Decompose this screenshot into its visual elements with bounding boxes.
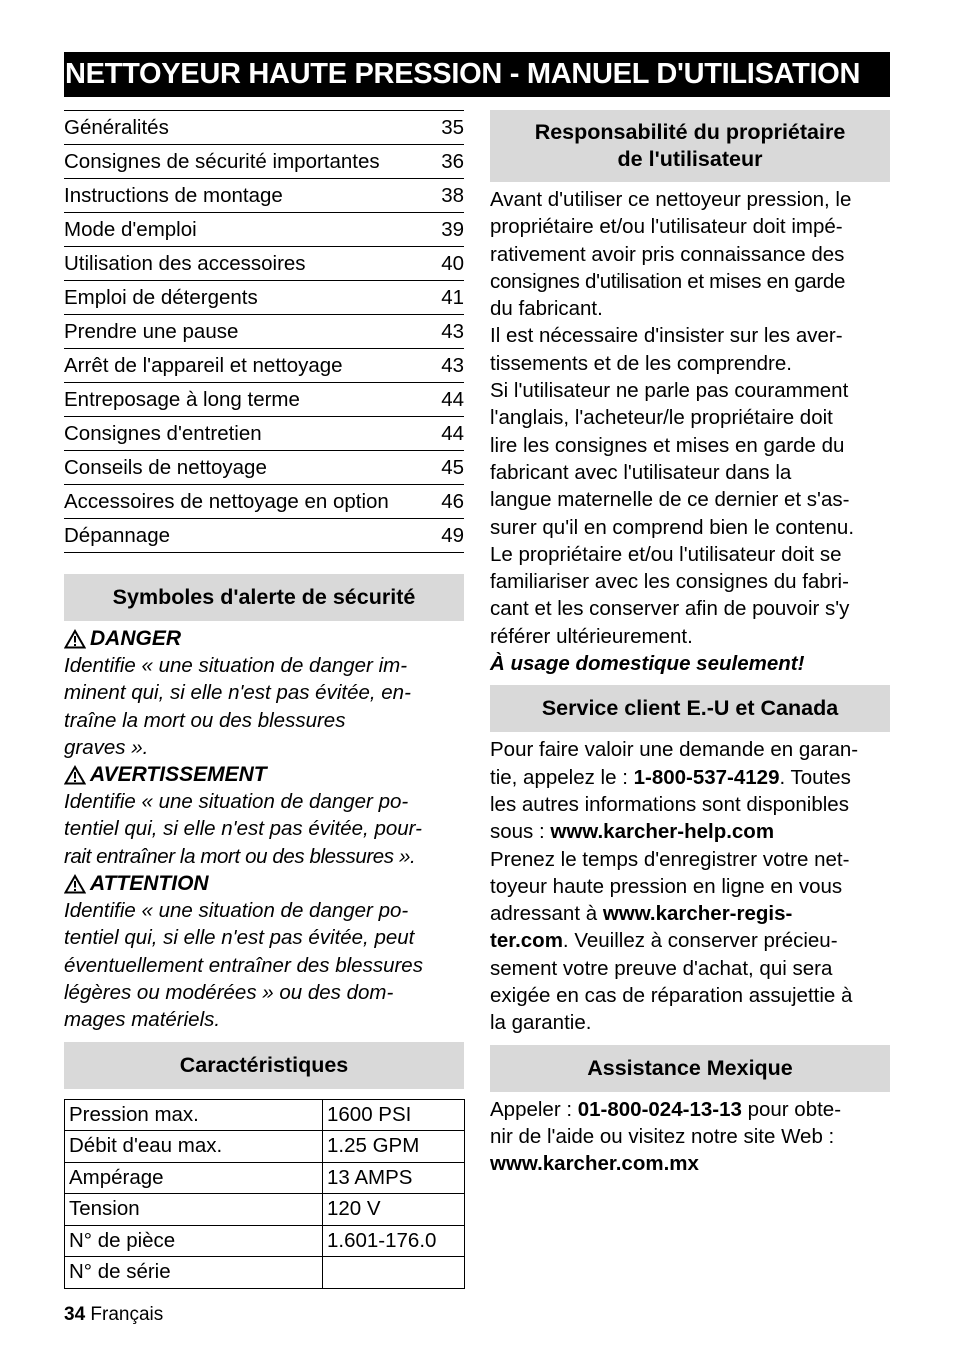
warning-triangle-icon [64, 629, 90, 649]
service-heading: Service client E.-U et Canada [490, 685, 890, 732]
specs-table [64, 1099, 465, 1289]
page-number: 34 [64, 1304, 86, 1325]
text-line: Il est nécessaire d'insister sur les aver- [490, 324, 843, 348]
toc-label: Prendre une pause [64, 319, 239, 343]
spec-value [323, 1257, 465, 1289]
toc-page: 44 [441, 421, 464, 445]
page-footer [64, 1304, 163, 1326]
toc-page: 49 [441, 523, 464, 547]
toc-label: Accessoires de nettoyage en option [64, 489, 389, 513]
text-line: traîne la mort ou des blessures [64, 708, 346, 732]
toc-page: 35 [441, 115, 464, 139]
text-line: exigée en cas de réparation assujettie à [490, 984, 853, 1008]
toc-page: 46 [441, 489, 464, 513]
toc-label: Conseils de nettoyage [64, 455, 267, 479]
text-line: graves ». [64, 735, 149, 759]
text-line: l'anglais, l'acheteur/le propriétaire doit [490, 406, 833, 430]
text-line: la garantie. [490, 1011, 592, 1035]
toc-label: Généralités [64, 115, 169, 139]
text-line: légères ou modérées » ou des dom- [64, 980, 394, 1004]
warning-text [64, 788, 464, 870]
danger-text [64, 652, 464, 761]
mexico-text [490, 1096, 890, 1178]
text-line: . Veuillez à conserver précieu- [562, 929, 838, 953]
responsibility-heading [490, 110, 890, 182]
toc-item[interactable] [64, 451, 464, 485]
responsibility-heading-line: de l'utilisateur [617, 147, 763, 171]
text-line: Le propriétaire et/ou l'utilisateur doit se [490, 542, 842, 566]
toc-page: 45 [441, 455, 464, 479]
text-line: rativement avoir pris connaissance des [490, 242, 845, 266]
toc-label: Instructions de montage [64, 183, 283, 207]
left-column [64, 110, 464, 1289]
text-line: Appeler : [490, 1097, 578, 1121]
mexico-phone[interactable]: 01-800-024-13-13 [577, 1097, 742, 1121]
toc-item[interactable] [64, 111, 464, 145]
toc-item[interactable] [64, 349, 464, 383]
footer-language: Français [90, 1304, 164, 1325]
text-line: mages matériels. [64, 1008, 221, 1032]
toc-label: Mode d'emploi [64, 217, 197, 241]
text-line: langue maternelle de ce dernier et s'as- [490, 488, 850, 512]
mexico-link[interactable]: www.karcher.com.mx [490, 1152, 699, 1176]
toc-label: Emploi de détergents [64, 285, 258, 309]
text-line: tentiel qui, si elle n'est pas évitée, peut [64, 926, 415, 950]
responsibility-heading-line: Responsabilité du propriétaire [534, 120, 846, 144]
toc-item[interactable] [64, 179, 464, 213]
text-line: pour obte- [741, 1097, 842, 1121]
text-line: Identifie « une situation de danger im- [64, 654, 408, 677]
text-line: Pour faire valoir une demande en garan- [490, 738, 859, 762]
toc-page: 43 [441, 353, 464, 377]
warning-title [64, 761, 464, 788]
text-line: lire les consignes et mises en garde du [490, 433, 845, 457]
toc-page: 36 [441, 149, 464, 173]
caution-label: ATTENTION [90, 872, 209, 896]
text-line: tie, appelez le : [490, 765, 634, 789]
text-line: du fabricant. [490, 297, 603, 321]
table-row [65, 1162, 465, 1194]
caution-text [64, 897, 464, 1033]
toc-item[interactable] [64, 281, 464, 315]
help-link[interactable]: www.karcher-help.com [550, 820, 775, 844]
text-line: fabricant avec l'utilisateur dans la [490, 460, 792, 484]
toc-page: 41 [441, 285, 464, 309]
text-line: référer ultérieurement. [490, 624, 693, 648]
warning-triangle-icon [64, 874, 90, 894]
text-line: nir de l'aide ou visitez notre site Web : [490, 1124, 835, 1148]
toc-item[interactable] [64, 519, 464, 553]
registration-link-cont[interactable]: ter.com [490, 929, 563, 953]
toc-page: 40 [441, 251, 464, 275]
spec-key: Pression max. [65, 1099, 323, 1131]
text-line: surer qu'il en comprend bien le contenu. [490, 515, 855, 539]
toc-page: 43 [441, 319, 464, 343]
text-line: adressant à [490, 902, 603, 926]
spec-key: Tension [65, 1194, 323, 1226]
toc-label: Consignes d'entretien [64, 421, 262, 445]
table-of-contents [64, 110, 464, 553]
responsibility-text [490, 186, 890, 650]
text-line: cant et les conserver afin de pouvoir s'y [490, 597, 850, 621]
text-line: toyeur haute pression en ligne en vous [490, 874, 843, 898]
text-line: Identifie « une situation de danger po- [64, 790, 409, 814]
text-line: les autres informations sont disponibles [490, 792, 849, 816]
spec-value: 1600 PSI [323, 1099, 465, 1131]
toc-label: Dépannage [64, 523, 171, 547]
caution-title [64, 870, 464, 897]
text-line: Si l'utilisateur ne parle pas couramment [490, 379, 849, 403]
toc-item[interactable] [64, 383, 464, 417]
specs-heading: Caractéristiques [64, 1042, 464, 1089]
spec-key: Débit d'eau max. [65, 1131, 323, 1163]
warning-label: AVERTISSEMENT [90, 763, 267, 787]
toc-label: Arrêt de l'appareil et nettoyage [64, 353, 343, 377]
text-line: familiariser avec les consignes du fabri- [490, 570, 849, 594]
toc-item[interactable] [64, 145, 464, 179]
manual-title: NETTOYEUR HAUTE PRESSION - MANUEL D'UTILISATION [65, 58, 861, 90]
toc-label: Consignes de sécurité importantes [64, 149, 380, 173]
text-line: rait entraîner la mort ou des blessures ». [64, 844, 416, 868]
toc-item[interactable] [64, 213, 464, 247]
text-line: Identifie « une situation de danger po- [64, 899, 409, 923]
right-column [490, 110, 890, 1178]
spec-value: 1.601-176.0 [323, 1225, 465, 1257]
text-line: Prenez le temps d'enregistrer votre net- [490, 847, 850, 871]
danger-label: DANGER [90, 627, 182, 650]
spec-value: 1.25 GPM [323, 1131, 465, 1163]
registration-link[interactable]: www.karcher-regis- [602, 902, 793, 926]
spec-key: N° de série [65, 1257, 323, 1289]
text-line: minent qui, si elle n'est pas évitée, en- [64, 681, 411, 705]
table-row [65, 1194, 465, 1226]
spec-value: 13 AMPS [323, 1162, 465, 1194]
toc-label: Utilisation des accessoires [64, 251, 306, 275]
manual-title-bar [64, 52, 890, 97]
table-row [65, 1257, 465, 1289]
service-phone[interactable]: 1-800-537-4129 [633, 765, 780, 789]
text-line: tentiel qui, si elle n'est pas évitée, pour- [64, 817, 422, 841]
service-text [490, 736, 890, 1036]
table-row [65, 1225, 465, 1257]
toc-label: Entreposage à long terme [64, 387, 300, 411]
toc-item[interactable] [64, 485, 464, 519]
text-line: Avant d'utiliser ce nettoyeur pression, le [490, 188, 852, 211]
toc-page: 39 [441, 217, 464, 241]
toc-item[interactable] [64, 247, 464, 281]
spec-value: 120 V [323, 1194, 465, 1226]
spec-key: Ampérage [65, 1162, 323, 1194]
table-row [65, 1131, 465, 1163]
table-row [65, 1099, 465, 1131]
domestic-use-note: À usage domestique seulement! [490, 652, 805, 676]
text-line: consignes d'utilisation et mises en garde [490, 269, 846, 293]
warning-triangle-icon [64, 765, 90, 785]
toc-item[interactable] [64, 315, 464, 349]
text-line: tissements et de les comprendre. [490, 351, 792, 375]
toc-page: 38 [441, 183, 464, 207]
text-line: sement votre preuve d'achat, qui sera [490, 956, 833, 980]
spec-key: N° de pièce [65, 1225, 323, 1257]
text-line: sous : [490, 820, 551, 844]
mexico-heading: Assistance Mexique [490, 1045, 890, 1092]
toc-item[interactable] [64, 417, 464, 451]
danger-title [64, 625, 464, 652]
toc-page: 44 [441, 387, 464, 411]
text-line: propriétaire et/ou l'utilisateur doit impé- [490, 215, 843, 239]
safety-heading: Symboles d'alerte de sécurité [64, 574, 464, 621]
text-line: . Toutes [779, 765, 851, 789]
text-line: éventuellement entraîner des blessures [64, 953, 423, 977]
